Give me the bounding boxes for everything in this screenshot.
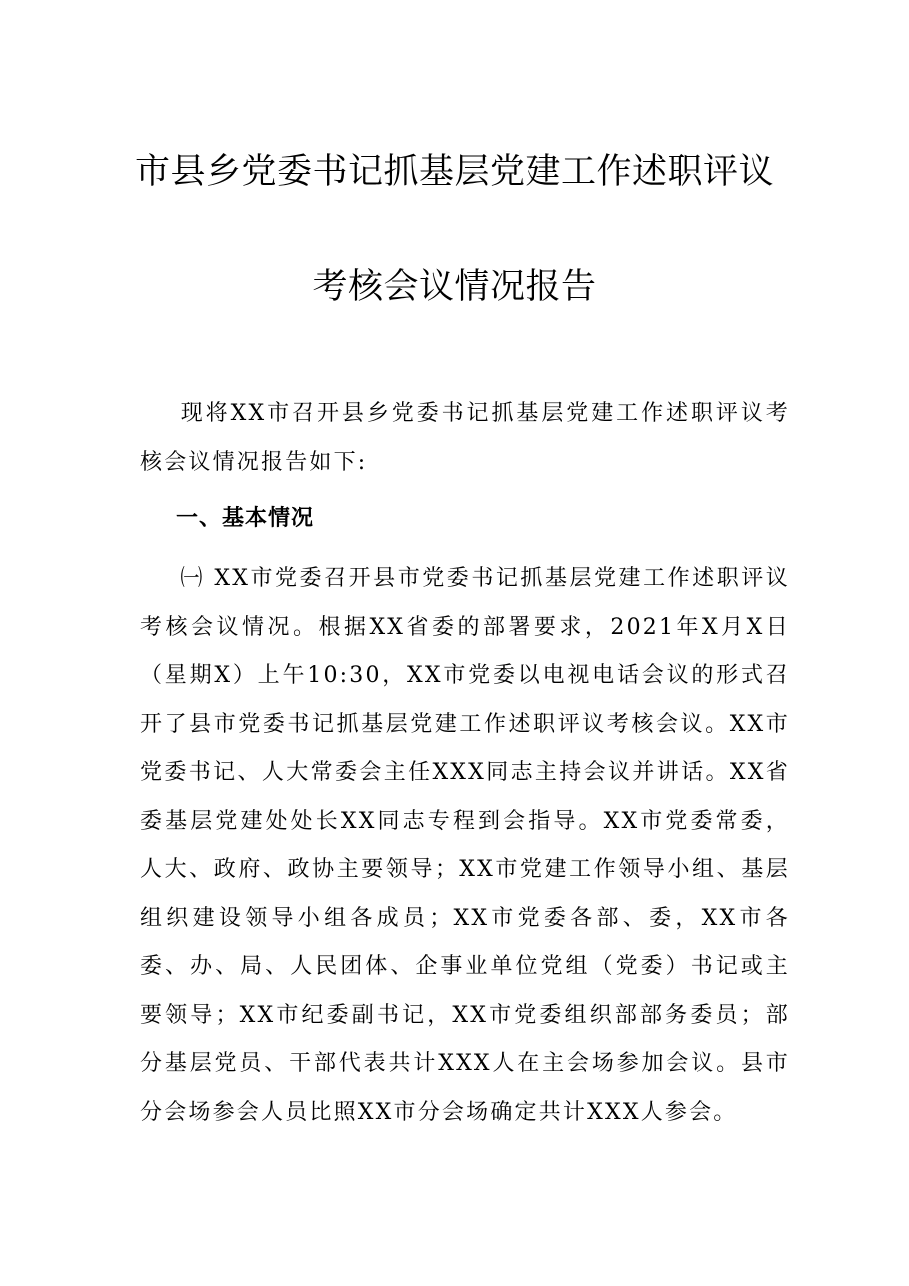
paragraph-1-text: ㈠ XX市党委召开县市党委书记抓基层党建工作述职评议考核会议情况。根据XX省委的部署要求，2021年X月X日（星期X）上午10:30，XX市党委以电视电话会议的形式召开了县市党委书记抓基层党建工作述职评议考核会议。XX市党委书记、人大常委会主任XXX同志主持会议并讲话。XX省委基层党建处处长XX同志专程到会指导。XX市党委常委，人大、政府、政协主要领导；XX市党建工作领导小组、基层组织建设领导小组各成员；XX市党委各部、委，XX市各委、办、局、人民团体、企事业单位党组（党委）书记或主要领导；XX市纪委副书记，XX市党委组织部部务委员；部分基层党员、干部代表共计XXX人在主会场参加会议。县市分会场参会人员比照XX市分会场确定共计XXX人参会。: [140, 566, 790, 1125]
body-paragraph-1: [140, 555, 790, 1137]
intro-text: 现将XX市召开县乡党委书记抓基层党建工作述职评议考核会议情况报告如下:: [140, 401, 790, 475]
document-title-line-2: 考核会议情况报告: [312, 267, 597, 307]
section-heading-basic-situation: 一、基本情况: [176, 506, 315, 531]
intro-paragraph: [140, 390, 790, 487]
document-title-line-1: 市县乡党委书记抓基层党建工作述职评议: [134, 152, 774, 192]
